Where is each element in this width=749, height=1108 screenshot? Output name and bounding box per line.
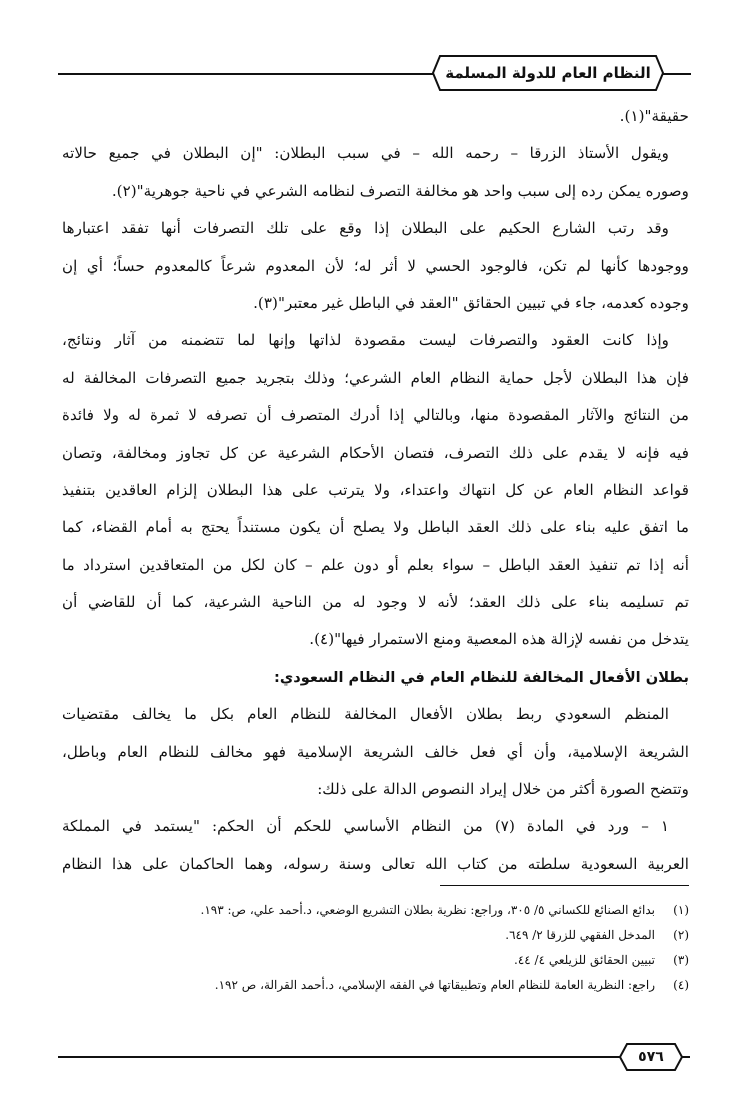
section-heading: بطلان الأفعال المخالفة للنظام العام في النظام السعودي: [274,668,689,686]
footnote-text: المدخل الفقهي للزرقا ٢/ ٦٤٩. [505,928,655,942]
text-line: وإذا كانت العقود والتصرفات ليست مقصودة لذاتها وإنها لما تتضمنه من آثار ونتائج، [62,331,669,350]
text-line: وقد رتب الشارع الحكيم على البطلان إذا وقع على تلك التصرفات أنها تفقد اعتبارها [62,219,669,238]
footer-rule-left [58,1056,620,1058]
text-line: تم تسليمه بناء على ذلك العقد؛ لأنه لا وجود له من الناحية الشرعية، كما أن للقاضي أن [62,593,689,612]
text-line: الشريعة الإسلامية، وأن أي فعل خالف الشريعة الإسلامية فهو مخالف للنظام العام وباطل، [62,742,689,761]
footnote-number: (٤) [673,978,689,992]
text-line: حقيقة"(١). [619,107,689,125]
text-line: فإن هذا البطلان لأجل حماية النظام العام الشرعي؛ وذلك بتجريد جميع التصرفات المخالفة له [62,368,689,387]
footnote-number: (٣) [673,953,689,967]
body-text [62,98,689,883]
footnote-text: تبيين الحقائق للزيلعي ٤/ ٤٤. [514,953,655,967]
text-line: ويقول الأستاذ الزرقا – رحمه الله – في سبب البطلان: "إن البطلان في جميع حالاته [62,144,669,163]
page-number: ٥٧٦ [638,1049,664,1065]
text-line: ١ – ورد في المادة (٧) من النظام الأساسي للحكم أن الحكم: "يستمد في المملكة [62,817,669,836]
footnotes [62,898,689,998]
text-line: المنظم السعودي ربط بطلان الأفعال المخالفة للنظام العام بكل ما يخالف مقتضيات [62,705,669,724]
footnote-text: راجع: النظرية العامة للنظام العام وتطبيقاتها في الفقه الإسلامي، د.أحمد القرالة، ص ١٩٢. [214,978,655,992]
text-line: يتدخل من نفسه لإزالة هذه المعصية ومنع الاستمرار فيها"(٤). [309,630,689,649]
text-line: فيه فإنه لا يقدم على ذلك التصرف، فتصان الأحكام الشرعية عن كل تجاوز ومخالفة، وتصان [62,443,689,462]
footnote [62,898,689,923]
page-number-badge [618,1042,684,1072]
text-line: ووجودها كأنها لم تكن، فالوجود الحسي لا أثر له؛ لأن المعدوم شرعاً كالمعدوم حساً؛ أي إن [62,256,689,275]
text-line: ما اتفق عليه بناء على ذلك العقد الباطل ولا يصلح أن يكون مستنداً يحتج به أمام القضاء، كما [62,518,689,537]
running-header-title: النظام العام للدولة المسلمة [445,64,651,82]
footnote [62,923,689,948]
footnote-number: (٢) [673,928,689,942]
text-line: أنه إذا تم تنفيذ العقد الباطل – سواء بعلم أو دون علم – كان لكل من المتعاقدين استرداد ما [62,555,689,574]
text-line: من النتائج والآثار المقصودة منها، وبالتالي إذا أدرك المتصرف أن تصرفه لا ثمرة له ولا فائدة [62,406,689,425]
text-line: وجوده كعدمه، جاء في تبيين الحقائق "العقد في الباطل غير معتبر"(٣). [253,293,689,312]
text-line: العربية السعودية سلطته من كتاب الله تعالى وسنة رسوله، وهما الحاكمان على هذا النظام [62,854,689,873]
footnote [62,973,689,998]
text-line: وصوره يمكن رده إلى سبب واحد هو مخالفة التصرف لنظامه الشرعي في ناحية جوهرية"(٢). [111,181,689,200]
footnote-number: (١) [673,903,689,917]
header-rule-left [58,73,438,75]
footnote [62,948,689,973]
footnote-text: بدائع الصنائع للكساني ٥/ ٣٠٥، وراجع: نظرية بطلان التشريع الوضعي، د.أحمد علي، ص: ١٩٣. [200,903,655,917]
running-header [432,54,664,92]
text-line: وتتضح الصورة أكثر من خلال إيراد النصوص الدالة على ذلك: [317,780,689,799]
footnote-separator [440,885,689,886]
text-line: قواعد النظام العام عن كل انتهاك واعتداء، ولا يترتب على هذا البطلان إلزام العاقدين بتنفيذ [62,480,689,499]
